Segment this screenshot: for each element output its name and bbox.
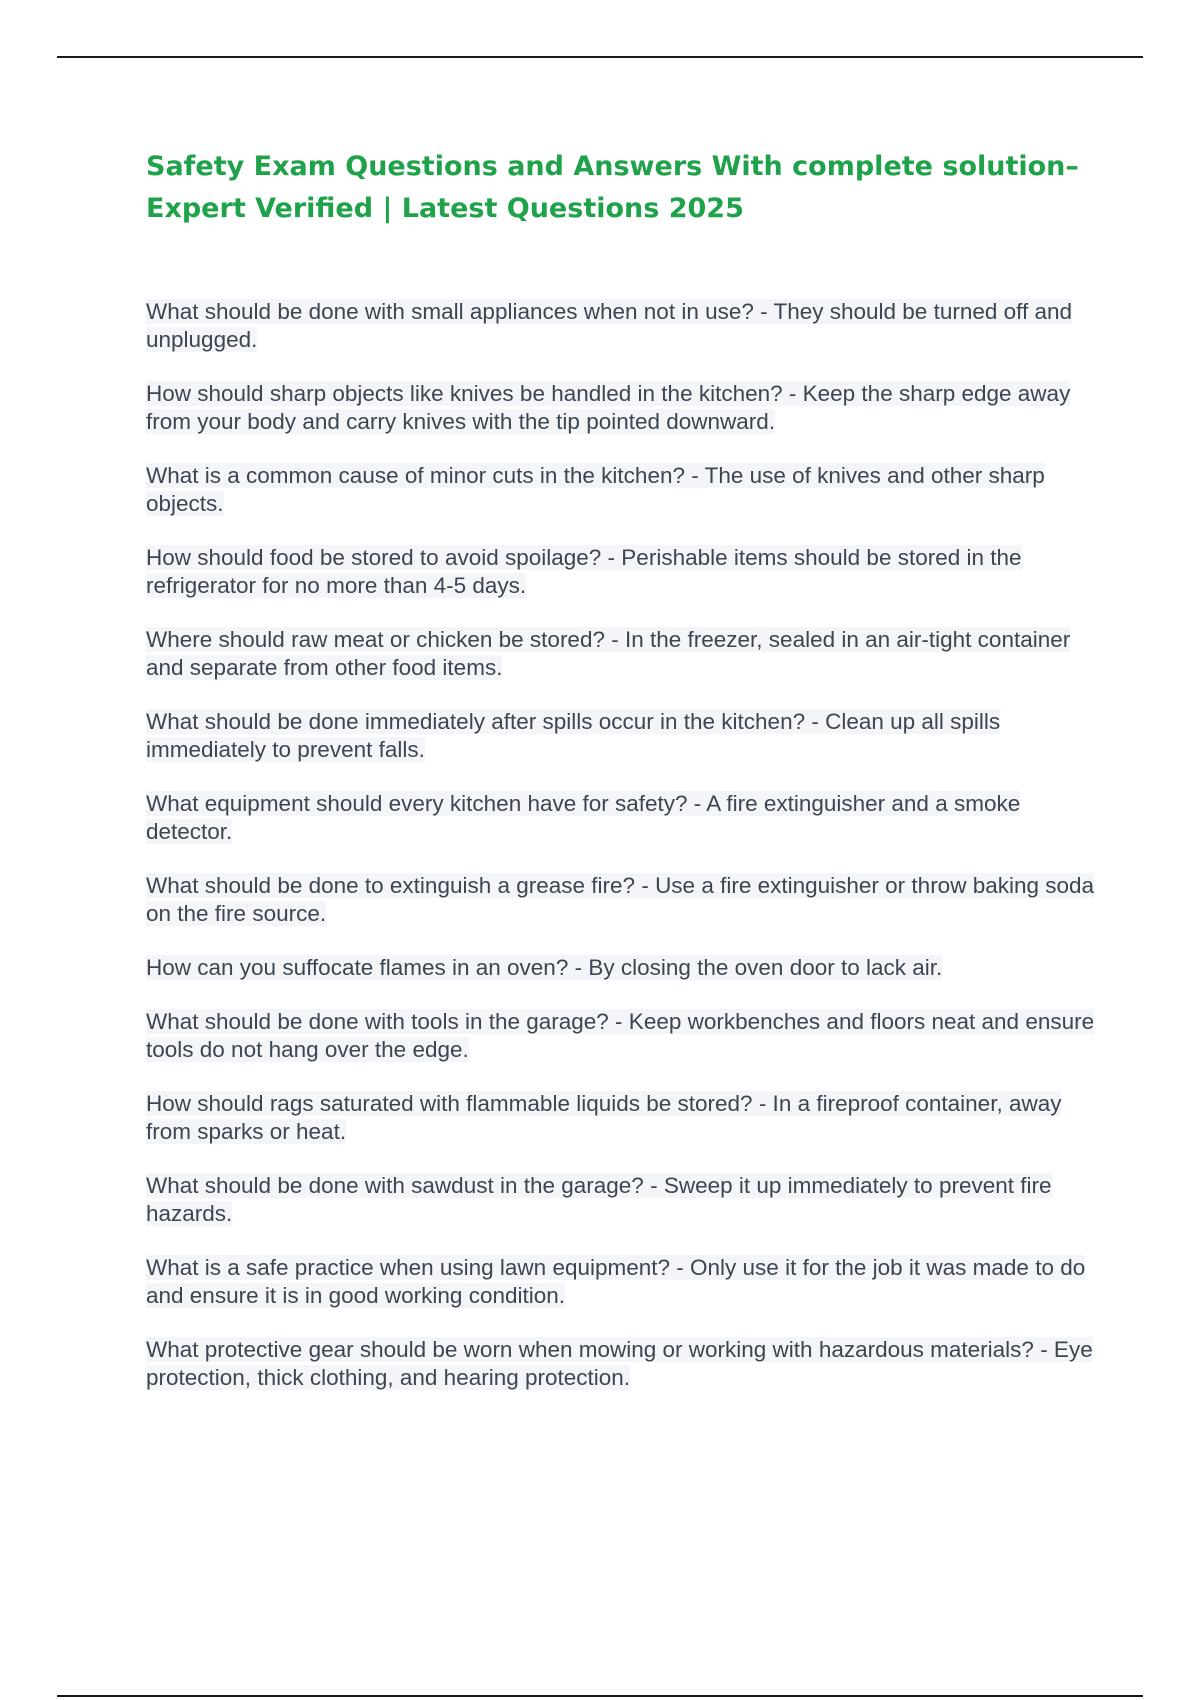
qa-item bbox=[146, 380, 1096, 436]
qa-item bbox=[146, 626, 1096, 682]
qa-item bbox=[146, 1090, 1096, 1146]
top-rule bbox=[57, 56, 1143, 58]
qa-item bbox=[146, 1336, 1096, 1392]
document-title: Safety Exam Questions and Answers With complete solution–Expert Verified | Latest Questions 2025 bbox=[146, 151, 1079, 224]
bottom-rule bbox=[57, 1695, 1143, 1697]
document-body bbox=[146, 146, 1096, 1418]
qa-text: What should be done with tools in the garage? - Keep workbenches and floors neat and ensure tools do not hang over the edge. bbox=[146, 1009, 1095, 1062]
qa-item bbox=[146, 544, 1096, 600]
qa-text: What should be done with sawdust in the garage? - Sweep it up immediately to prevent fire hazards. bbox=[146, 1173, 1052, 1226]
qa-text: How should rags saturated with flammable liquids be stored? - In a fireproof container, away from sparks or heat. bbox=[146, 1091, 1062, 1144]
qa-text: What should be done to extinguish a grease fire? - Use a fire extinguisher or throw baking soda on the fire source. bbox=[146, 873, 1095, 926]
qa-text: What is a safe practice when using lawn equipment? - Only use it for the job it was made to do and ensure it is in good working condition. bbox=[146, 1255, 1086, 1308]
qa-item bbox=[146, 1254, 1096, 1310]
qa-text: How should food be stored to avoid spoilage? - Perishable items should be stored in the refrigerator for no more than 4-5 days. bbox=[146, 545, 1022, 598]
qa-text: Where should raw meat or chicken be stored? - In the freezer, sealed in an air-tight container and separate from other food items. bbox=[146, 627, 1071, 680]
qa-text: What protective gear should be worn when mowing or working with hazardous materials? - Eye protection, thick clothing, and hearing protection. bbox=[146, 1337, 1093, 1390]
qa-item bbox=[146, 954, 1096, 982]
qa-text: What equipment should every kitchen have for safety? - A fire extinguisher and a smoke detector. bbox=[146, 791, 1021, 844]
qa-text: What is a common cause of minor cuts in the kitchen? - The use of knives and other sharp objects. bbox=[146, 463, 1045, 516]
qa-item bbox=[146, 1008, 1096, 1064]
qa-text: What should be done immediately after spills occur in the kitchen? - Clean up all spills immediately to prevent falls. bbox=[146, 709, 1001, 762]
qa-text: How should sharp objects like knives be handled in the kitchen? - Keep the sharp edge away from your body and carry knives with the tip pointed downward. bbox=[146, 381, 1071, 434]
qa-item bbox=[146, 1172, 1096, 1228]
qa-item bbox=[146, 462, 1096, 518]
qa-item bbox=[146, 708, 1096, 764]
qa-list bbox=[146, 298, 1096, 1392]
qa-text: What should be done with small appliances when not in use? - They should be turned off and unplugged. bbox=[146, 299, 1073, 352]
qa-item bbox=[146, 872, 1096, 928]
qa-item bbox=[146, 790, 1096, 846]
qa-text: How can you suffocate flames in an oven? - By closing the oven door to lack air. bbox=[146, 955, 943, 980]
qa-item bbox=[146, 298, 1096, 354]
